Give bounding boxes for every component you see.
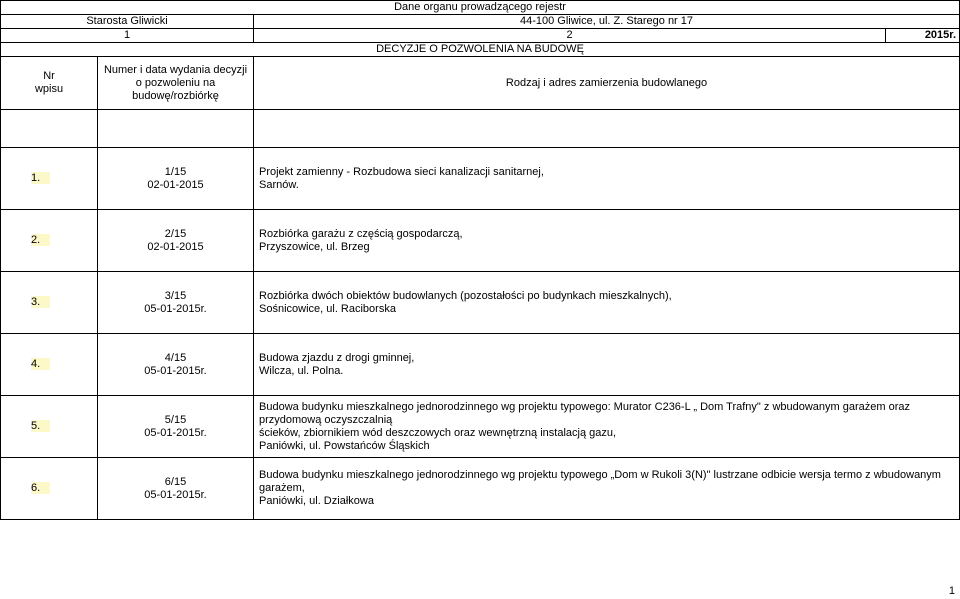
entry-nr: 2. [31,234,50,246]
table-row [1,210,960,272]
description-line: Budowa budynku mieszkalnego jednorodzinnego wg projektu typowego „Dom w Rukoli 3(N)" lustrzane odbicie wersja termo z wbudowanym garażem, [259,469,941,494]
decision-number: 2/15 [164,227,187,240]
description-line: Paniówki, ul. Powstańców Śląskich [259,439,430,452]
description-line: Wilcza, ul. Polna. [259,364,344,377]
description-line: Budowa budynku mieszkalnego jednorodzinnego wg projektu typowego: Murator C236-L „ Dom Trafny" z wbudowanym garażem oraz przydomową oczyszczalnią [259,400,911,426]
page-number: 1 [948,585,955,597]
office-name: Starosta Gliwicki [1,15,254,29]
description-line: Przyszowice, ul. Brzeg [259,240,370,253]
entry-nr: 4. [31,358,50,370]
register-year: 2015r. [886,29,960,43]
column-header-nr: Nr wpisu [1,57,98,110]
description-line: Rozbiórka garażu z częścią gospodarczą, [259,227,463,240]
header-number-left: 1 [1,29,254,43]
table-row [1,148,960,210]
description-line: Budowa zjazdu z drogi gminnej, [259,351,415,364]
decision-number: 3/15 [164,289,187,302]
register-title: DECYZJE O POZWOLENIA NA BUDOWĘ [1,43,960,57]
column-header-decision: Numer i data wydania decyzji o pozwoleniu na budowę/rozbiórkę [98,57,254,110]
column-header-description: Rodzaj i adres zamierzenia budowlanego [254,57,960,110]
table-row [1,458,960,520]
description-line: Sośnicowice, ul. Raciborska [259,302,396,315]
decision-date: 05-01-2015r. [144,488,207,501]
decision-date: 05-01-2015r. [144,364,207,377]
decision-number: 1/15 [164,165,187,178]
entry-nr: 6. [31,482,50,494]
decision-number: 6/15 [164,475,187,488]
office-address: 44-100 Gliwice, ul. Z. Starego nr 17 [254,15,960,29]
decision-date: 05-01-2015r. [144,302,207,315]
decision-number: 5/15 [164,413,187,426]
table-row [1,272,960,334]
description-line: Sarnów. [259,178,299,191]
table-row [1,334,960,396]
description-line: Projekt zamienny - Rozbudowa sieci kanalizacji sanitarnej, [259,165,544,178]
entry-nr: 3. [31,296,50,308]
header-number-mid: 2 [254,29,886,43]
entry-nr: 1. [31,172,50,184]
decision-date: 05-01-2015r. [144,426,207,439]
decision-date: 02-01-2015 [147,178,204,191]
decision-number: 4/15 [164,351,187,364]
register-owner-title: Dane organu prowadzącego rejestr [1,1,960,15]
decision-date: 02-01-2015 [147,240,204,253]
table-row [1,396,960,458]
description-line: Rozbiórka dwóch obiektów budowlanych (pozostałości po budynkach mieszkalnych), [259,289,672,302]
description-line: ścieków, zbiornikiem wód deszczowych oraz wewnętrzną instalacją gazu, [259,426,617,439]
entry-nr: 5. [31,420,50,432]
description-line: Paniówki, ul. Działkowa [259,495,374,507]
